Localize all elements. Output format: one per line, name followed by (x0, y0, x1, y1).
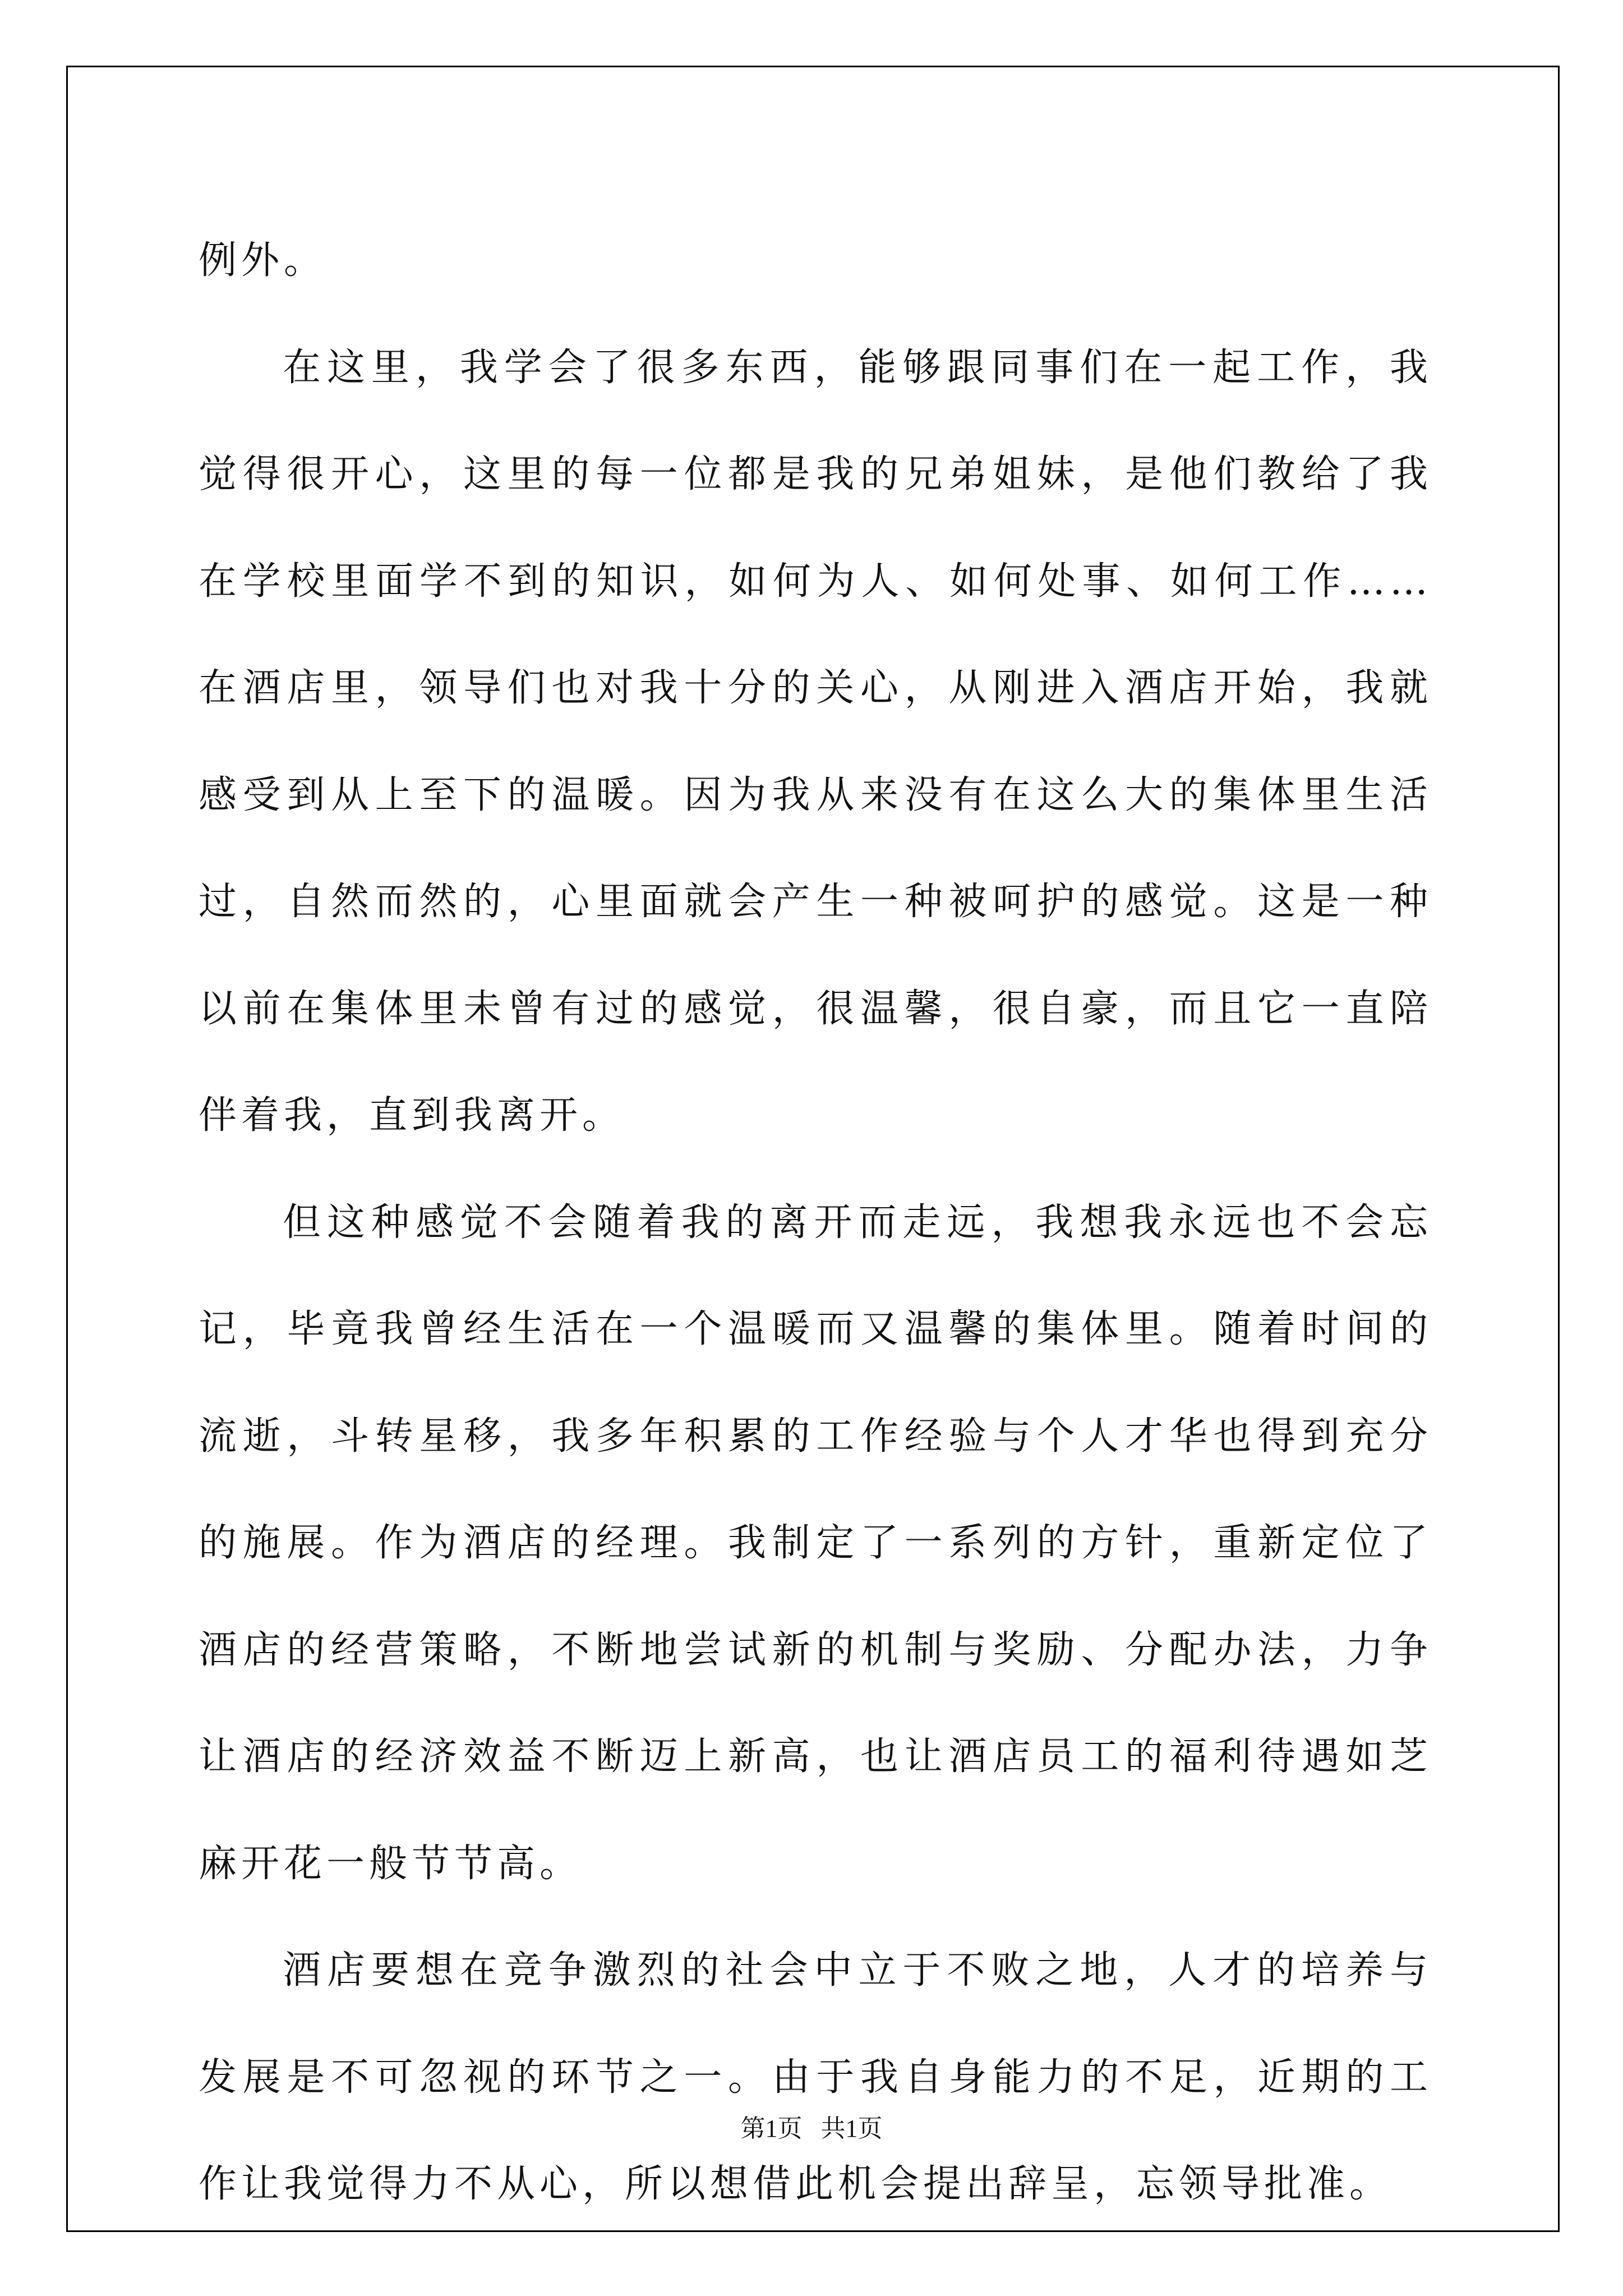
document-body (199, 208, 1432, 2238)
page-footer: 第1页 共1页 (740, 2115, 883, 2142)
paragraph-1: 例外。 (199, 238, 327, 283)
paragraph-4: 酒店要想在竞争激烈的社会中立于不败之地，人才的培养与发展是不可忽视的环节之一。由于我自身能力的不足，近期的工作让我觉得力不从心，所以想借此机会提出辞呈，忘领导批准。 (199, 1948, 1432, 2206)
paragraph-2: 在这里，我学会了很多东西，能够跟同事们在一起工作，我觉得很开心，这里的每一位都是我的兄弟姐妹，是他们教给了我在学校里面学不到的知识，如何为人、如何处事、如何工作……在酒店里，领导们也对我十分的关心，从刚进入酒店开始，我就感受到从上至下的温暖。因为我从来没有在这么大的集体里生活过，自然而然的，心里面就会产生一种被呵护的感觉。这是一种以前在集体里未曾有过的感觉，很温馨，很自豪，而且它一直陪伴着我，直到我离开。 (199, 345, 1432, 1138)
paragraph-3: 但这种感觉不会随着我的离开而走远，我想我永远也不会忘记，毕竟我曾经生活在一个温暖而又温馨的集体里。随着时间的流逝，斗转星移，我多年积累的工作经验与个人才华也得到充分的施展。作为酒店的经理。我制定了一系列的方针，重新定位了酒店的经营策略，不断地尝试新的机制与奖励、分配办法，力争让酒店的经济效益不断迈上新高，也让酒店员工的福利待遇如芝麻开花一般节节高。 (199, 1200, 1432, 1886)
